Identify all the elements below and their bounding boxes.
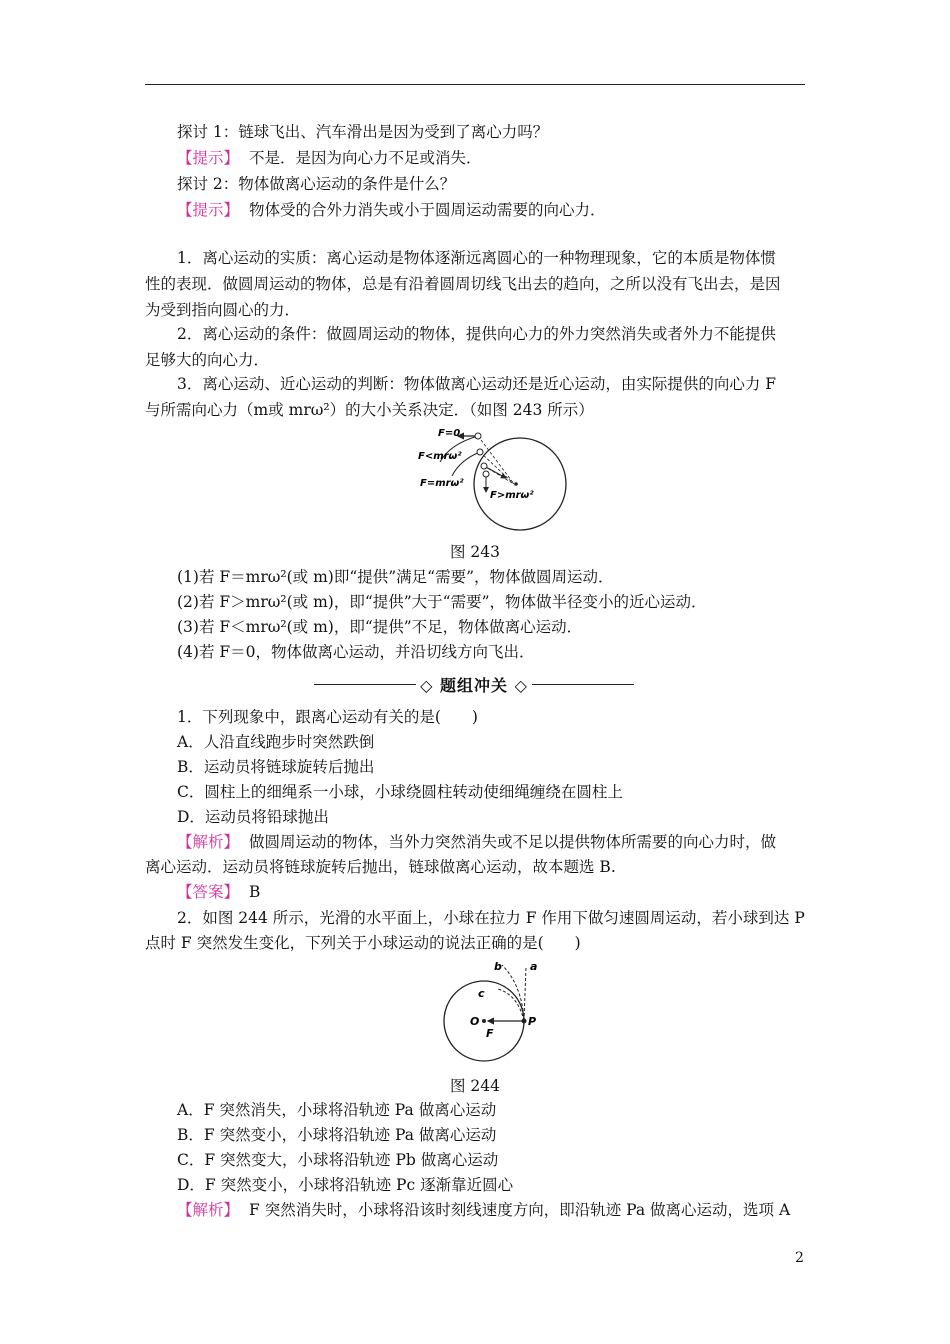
q1-answer bbox=[145, 880, 843, 904]
ball bbox=[522, 1019, 527, 1024]
point-1-line: 为受到指向圆心的力． bbox=[145, 301, 301, 319]
q2-option: A．F 突然消失，小球将沿轨迹 Pa 做离心运动 bbox=[177, 1101, 497, 1119]
label-f-zero: F=0 bbox=[438, 428, 461, 439]
heading-rule-right bbox=[532, 684, 634, 685]
ball bbox=[481, 463, 487, 469]
q1-option: D．运动员将铅球抛出 bbox=[177, 808, 329, 826]
q2-analysis bbox=[145, 1198, 843, 1222]
hint-text: 物体受的合外力消失或小于圆周运动需要的向心力． bbox=[249, 201, 606, 219]
q2-stem: 2．如图 244 所示，光滑的水平面上，小球在拉力 F 作用下做匀速圆周运动，若小球到达 P bbox=[177, 909, 805, 927]
answer-text: B bbox=[249, 883, 261, 901]
point-3-line: 3．离心运动、近心运动的判断：物体做离心运动还是近心运动，由实际提供的向心力 F bbox=[177, 375, 777, 393]
ball bbox=[475, 433, 481, 439]
q2-option: D．F 突然变小，小球将沿轨迹 Pc 逐渐靠近圆心 bbox=[177, 1176, 514, 1194]
point-1-line: 性的表现．做圆周运动的物体，总是有沿着圆周切线飞出去的趋向，之所以没有飞出去，是因 bbox=[145, 275, 781, 293]
heading-rule-left bbox=[314, 684, 416, 685]
radius-dashed bbox=[478, 436, 514, 484]
label-a: a bbox=[530, 960, 538, 973]
hint-text: 不是．是因为向心力不足或消失． bbox=[249, 149, 482, 167]
analysis-text: 做圆周运动的物体，当外力突然消失或不足以提供物体所需要的向心力时，做 bbox=[249, 833, 777, 851]
q2-option: C．F 突然变大，小球将沿轨迹 Pb 做离心运动 bbox=[177, 1151, 499, 1169]
point-3-line: 与所需向心力（m或 mrω²）的大小关系决定．（如图 243 所示） bbox=[145, 401, 594, 419]
figure-243-caption: 图 243 bbox=[449, 543, 500, 561]
header-rule bbox=[145, 84, 805, 85]
discussion-1-question: 探讨 1：链球飞出、汽车滑出是因为受到了离心力吗？ bbox=[177, 123, 549, 141]
hint-tag: 【提示】 bbox=[177, 149, 240, 167]
label-f-less: F<mrω² bbox=[418, 451, 462, 462]
figure-243 bbox=[410, 422, 570, 532]
answer-tag: 【答案】 bbox=[177, 883, 240, 901]
label-c: c bbox=[478, 987, 485, 1000]
case-line: (3)若 F＜mrω²(或 m)，即“提供”不足，物体做离心运动． bbox=[177, 618, 583, 636]
label-b: b bbox=[494, 960, 502, 973]
discussion-1-hint bbox=[145, 146, 843, 170]
label-o: O bbox=[470, 1015, 480, 1028]
section-title: ◇ 题组冲关 ◇ bbox=[420, 675, 528, 695]
label-f-greater: F>mrω² bbox=[490, 490, 534, 501]
analysis-tag: 【解析】 bbox=[177, 833, 240, 851]
point-2-line: 2．离心运动的条件：做圆周运动的物体，提供向心力的外力突然消失或者外力不能提供 bbox=[177, 325, 776, 343]
point-2-line: 足够大的向心力． bbox=[145, 351, 270, 369]
section-heading bbox=[314, 670, 634, 698]
q1-analysis bbox=[145, 830, 843, 854]
discussion-2-hint bbox=[145, 198, 843, 222]
label-p: P bbox=[528, 1015, 537, 1028]
q1-option: B．运动员将链球旋转后抛出 bbox=[177, 758, 375, 776]
center-dot bbox=[514, 482, 518, 486]
trajectory-a bbox=[524, 967, 526, 1021]
label-f: F bbox=[486, 1027, 494, 1040]
q1-stem: 1．下列现象中，跟离心运动有关的是( ) bbox=[177, 708, 478, 726]
case-line: (2)若 F＞mrω²(或 m)，即“提供”大于“需要”，物体做半径变小的近心运动． bbox=[177, 593, 707, 611]
discussion-2-question: 探讨 2：物体做离心运动的条件是什么？ bbox=[177, 175, 456, 193]
label-f-equal: F=mrω² bbox=[420, 478, 464, 489]
analysis-tag: 【解析】 bbox=[177, 1201, 240, 1219]
ball bbox=[483, 471, 489, 477]
q1-analysis-cont: 离心运动．运动员将链球旋转后抛出，链球做离心运动，故本题选 B. bbox=[145, 858, 616, 876]
ball bbox=[477, 449, 483, 455]
q1-option: A．人沿直线跑步时突然跌倒 bbox=[177, 733, 375, 751]
orbit-circle bbox=[474, 438, 566, 530]
q2-option: B．F 突然变小，小球将沿轨迹 Pa 做离心运动 bbox=[177, 1126, 497, 1144]
hint-tag: 【提示】 bbox=[177, 201, 240, 219]
figure-244-caption: 图 244 bbox=[449, 1077, 500, 1095]
figure-244 bbox=[440, 955, 550, 1065]
page-number: 2 bbox=[795, 1250, 804, 1266]
center-dot bbox=[482, 1019, 486, 1023]
point-1-line: 1．离心运动的实质：离心运动是物体逐渐远离圆心的一种物理现象，它的本质是物体惯 bbox=[177, 249, 776, 267]
case-line: (4)若 F＝0，物体做离心运动，并沿切线方向飞出． bbox=[177, 643, 535, 661]
analysis-text: F 突然消失时，小球将沿该时刻线速度方向，即沿轨迹 Pa 做离心运动，选项 A bbox=[249, 1201, 791, 1219]
case-line: (1)若 F＝mrω²(或 m)即“提供”满足“需要”，物体做圆周运动． bbox=[177, 568, 614, 586]
q1-option: C．圆柱上的细绳系一小球，小球绕圆柱转动使细绳缠绕在圆柱上 bbox=[177, 783, 623, 801]
q2-stem-cont: 点时 F 突然发生变化，下列关于小球运动的说法正确的是( ) bbox=[145, 934, 581, 952]
